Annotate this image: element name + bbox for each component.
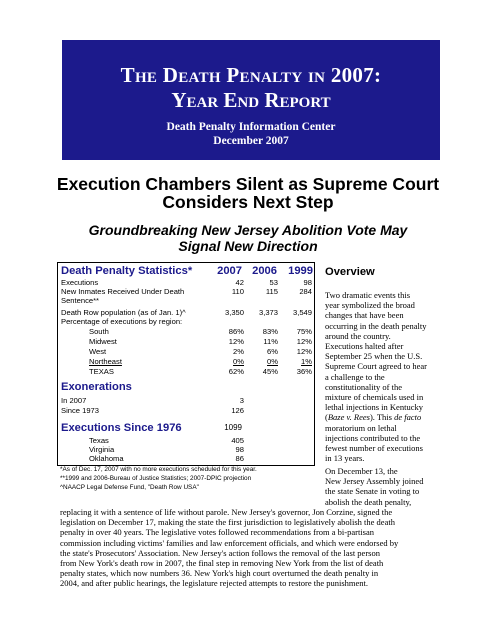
- body-text-line: penalty states, which now numbers 36. New York's high court overturned the death penalty in: [60, 568, 379, 579]
- executions-since-1976-heading: Executions Since 1976: [61, 422, 182, 434]
- report-title-line1: The Death Penalty in 2007:: [120, 63, 382, 87]
- overview-para1-line: constitutionality of the: [325, 381, 402, 392]
- body-text-line: commission including victims' families and law enforcement officials, and which were endorsed by: [60, 537, 399, 548]
- region-row-texas: TEXAS 62% 45% 36%: [89, 367, 312, 376]
- subheadline-line2: Signal New Direction: [178, 238, 318, 254]
- subheadline-line1: Groundbreaking New Jersey Abolition Vote May: [88, 222, 408, 238]
- overview-para1-line: changes that have been: [325, 310, 404, 321]
- year-2007-header: 2007: [217, 265, 242, 277]
- headline-line1: Execution Chambers Silent as Supreme Court: [56, 174, 440, 194]
- footnote-2: **1999 and 2006-Bureau of Justice Statistics; 2007-DPIC projection: [60, 475, 252, 482]
- region-row-midwest: Midwest 12% 11% 12%: [89, 337, 312, 346]
- overview-para1-line: occurring in the death penalty: [325, 320, 427, 331]
- executions-since-1976-row: [61, 422, 313, 434]
- since-row-texas: Texas 405: [89, 436, 244, 445]
- overview-para2-line: On December 13, the: [325, 466, 398, 476]
- body-text-line: legislation on December 17, making the state the first jurisdiction to legislatively abolish the death: [60, 517, 395, 528]
- region-row-west: West 2% 6% 12%: [89, 347, 312, 356]
- headline-line2: Considers Next Step: [162, 192, 334, 212]
- region-row-south: South 86% 83% 75%: [89, 327, 312, 336]
- overview-para1-line: lethal injections in Kentucky: [325, 402, 423, 413]
- overview-para1-line: moratorium on lethal: [325, 422, 397, 433]
- stats-footnotes: [57, 466, 315, 496]
- overview-para1-line: in 13 years.: [325, 453, 365, 464]
- since-row-oklahoma: Oklahoma 86: [89, 454, 244, 463]
- overview-heading: Overview: [325, 266, 375, 278]
- title-banner: [62, 40, 440, 160]
- stats-header-row: [61, 265, 313, 277]
- overview-para1-line: year symbolized the broad: [325, 300, 415, 311]
- overview-para1-line: Supreme Court agreed to hear: [325, 361, 427, 372]
- report-date: December 2007: [213, 135, 289, 147]
- footnote-3: ^NAACP Legal Defense Fund, "Death Row USA": [60, 484, 199, 491]
- overview-para1-line: Two dramatic events this: [325, 290, 411, 300]
- overview-para1-line: (Baze v. Rees). This de facto: [325, 412, 422, 423]
- overview-para1-line: fewest number of executions: [325, 443, 423, 453]
- overview-para1-line: a challenge to the: [325, 371, 385, 382]
- year-2006-header: 2006: [252, 265, 277, 277]
- overview-para2-line: abolish the death penalty,: [325, 496, 412, 507]
- stats-row-sentence: Sentence**: [61, 296, 99, 305]
- overview-para1-line: Executions halted after: [325, 341, 404, 351]
- since-row-virginia: Virginia 98: [89, 445, 244, 454]
- overview-para2-line: the state Senate in voting to: [325, 486, 420, 497]
- overview-para2-line: New Jersey Assembly joined: [325, 476, 424, 487]
- exoneration-row-since-1973: Since 1973 126: [61, 406, 244, 415]
- body-text-line: the state's Prosecutors' Association. New Jersey's action follows the removal of the last person: [60, 547, 380, 558]
- stats-row-death-row-population: Death Row population (as of Jan. 1)^ 3,350 3,373 3,549: [61, 308, 312, 317]
- year-1999-header: 1999: [288, 265, 313, 277]
- overview-para1-line: injections contributed to the: [325, 432, 421, 443]
- body-text-line: 2004, and after public hearings, the legislature rejected attempts to restore the punishment.: [60, 578, 369, 589]
- organization-name: Death Penalty Information Center: [166, 121, 336, 133]
- overview-para1-line: mixture of chemicals used in: [325, 392, 424, 402]
- stats-row-executions: Executions 42 53 98: [61, 278, 312, 287]
- overview-para1-line: around the country.: [325, 330, 391, 341]
- stats-title: Death Penalty Statistics*: [61, 265, 193, 277]
- body-text-line: penalty in over 40 years. The legislative votes followed recommendations from a bi-partisan: [60, 527, 375, 538]
- body-text-line: from New York's death row in 2007, the final step in removing New York from the list of death: [60, 558, 384, 568]
- exonerations-heading: Exonerations: [61, 381, 132, 393]
- stats-row-new-inmates: New Inmates Received Under Death 110 115 284: [61, 287, 312, 296]
- region-row-northeast: Northeast 0% 0% 1%: [89, 357, 312, 366]
- overview-para1-line: September 25 when the U.S.: [325, 351, 423, 362]
- stats-row-region-heading: Percentage of executions by region:: [61, 317, 183, 326]
- exoneration-row-2007: In 2007 3: [61, 396, 244, 405]
- executions-since-1976-total: 1099: [224, 423, 242, 432]
- report-title-line2: Year End Report: [171, 88, 331, 112]
- footnote-1: *As of Dec. 17, 2007 with no more executions scheduled for this year.: [60, 466, 257, 473]
- body-text-line: replacing it with a sentence of life without parole. New Jersey's governor, Jon Corzine, signed the: [60, 507, 393, 517]
- statistics-box: [57, 262, 315, 466]
